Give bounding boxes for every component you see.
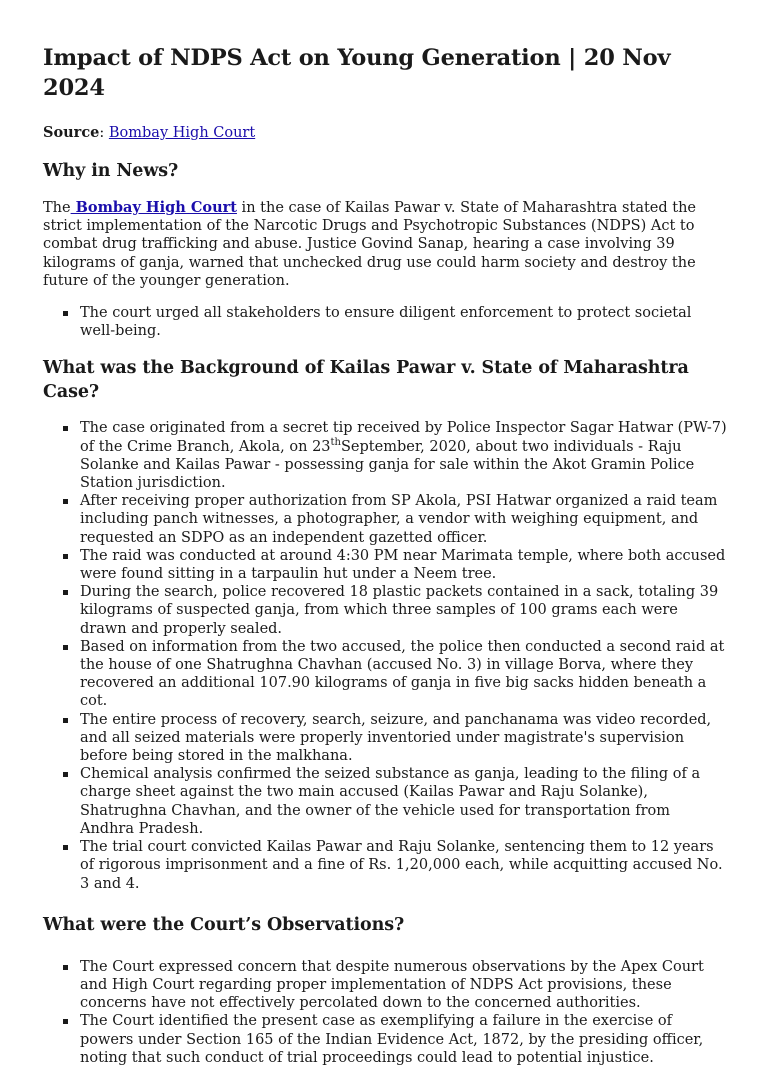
background-bullet-list — [43, 419, 728, 892]
list-item: The entire process of recovery, search, seizure, and panchanama was video recorded, and all seized materials were properly inventoried under magistrate's supervision before being stored in the malkhana. — [80, 711, 728, 766]
list-item: The Court identified the present case as exemplifying a failure in the exercise of powers under Section 165 of the Indian Evidence Act, 1872, by the presiding officer, noting that such conduct of trial proceedings could lead to potential injustice. — [80, 1012, 728, 1067]
list-item: After receiving proper authorization from SP Akola, PSI Hatwar organized a raid team including panch witnesses, a photographer, a vendor with weighing equipment, and requested an SDPO as an independent gazetted officer. — [80, 492, 728, 547]
source-link[interactable]: Bombay High Court — [108, 125, 256, 141]
list-item: Chemical analysis confirmed the seized substance as ganja, leading to the filing of a charge sheet against the two main accused (Kailas Pawar and Raju Solanke), Shatrughna Chavhan, and the owner of the vehicle used for transportation from Andhra Pradesh. — [80, 765, 728, 838]
bombay-high-court-link[interactable]: Bombay High Court — [70, 199, 237, 216]
list-item: During the search, police recovered 18 plastic packets contained in a sack, totaling 39 kilograms of suspected ganja, from which three samples of 100 grams each were drawn and properly sealed. — [80, 583, 728, 638]
section-heading-why-in-news: Why in News? — [43, 161, 179, 181]
section-heading-background: What was the Background of Kailas Pawar v. State of Maharashtra Case? — [43, 358, 689, 403]
observations-bullet-list — [43, 958, 728, 1067]
list-item: The court urged all stakeholders to ensure diligent enforcement to protect societal well-being. — [80, 304, 728, 340]
list-item-text: The case originated from a secret tip received by Police Inspector Sagar Hatwar (PW-7) of the Crime Branch, Akola, on 23 — [80, 420, 727, 455]
section-heading-observations: What were the Court’s Observations? — [43, 914, 405, 935]
ordinal-suffix: th — [330, 436, 341, 448]
source-label: Source — [43, 124, 100, 141]
list-item: The Court expressed concern that despite numerous observations by the Apex Court and High Court regarding proper implementation of NDPS Act provisions, these concerns have not effectively percolated down to the concerned authorities. — [80, 958, 728, 1013]
source-separator: : — [99, 125, 109, 141]
list-item — [80, 419, 728, 492]
why-intro-paragraph — [43, 199, 728, 290]
list-item: The raid was conducted at around 4:30 PM near Marimata temple, where both accused were found sitting in a tarpaulin hut under a Neem tree. — [80, 547, 728, 583]
list-item-text: September, 2020, about two individuals - Raju Solanke and Kailas Pawar - possessing ganja for sale within the Akot Gramin Police Station jurisdiction. — [80, 438, 695, 492]
source-line — [43, 123, 728, 143]
list-item: The trial court convicted Kailas Pawar and Raju Solanke, sentencing them to 12 years of rigorous imprisonment and a fine of Rs. 1,20,000 each, while acquitting accused No. 3 and 4. — [80, 838, 728, 893]
page-title: Impact of NDPS Act on Young Generation | 20 Nov 2024 — [43, 45, 671, 101]
intro-prefix: The — [43, 200, 71, 216]
intro-text: in the case of Kailas Pawar v. State of Maharashtra stated the strict implementation of the Narcotic Drugs and Psychotropic Substances (NDPS) Act to combat drug trafficking and abuse. Justice Govind Sanap, hearing a case involving 39 kilograms of ganja, warned that unchecked drug use could harm society and destroy the future of the younger generation. — [43, 200, 697, 289]
list-item: Based on information from the two accused, the police then conducted a second raid at the house of one Shatrughna Chavhan (accused No. 3) in village Borva, where they recovered an additional 107.90 kilograms of ganja in five big sacks hidden beneath a cot. — [80, 638, 728, 711]
why-bullet-list — [43, 304, 728, 340]
